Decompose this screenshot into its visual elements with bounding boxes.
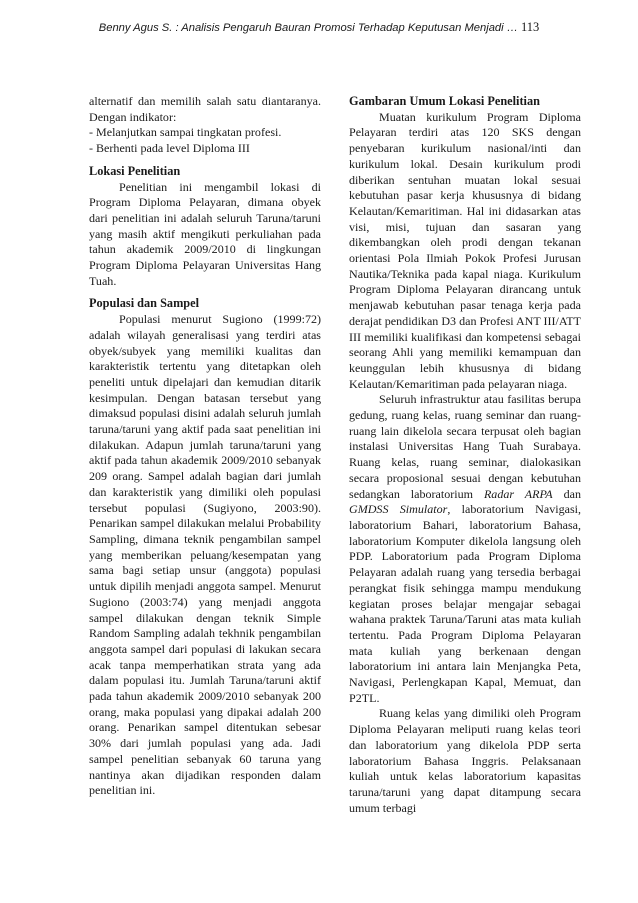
right-column (349, 94, 581, 816)
dan-word: dan (563, 486, 581, 501)
radar-arpa-term: Radar ARPA (483, 486, 553, 501)
page-number: 113 (520, 20, 540, 34)
running-header (0, 20, 638, 35)
ruang-kelas-paragraph: Ruang kelas yang dimiliki oleh Program Diploma Pelayaran meliputi ruang kelas teori dan laboratorium yang dikelola PDP serta laboratorium Bahasa Inggris. Pelaksanaan kuliah untuk kelas laboratorium kapasitas taruna/taruni yang dapat ditampung secara umum terbagi (349, 706, 581, 815)
infrastruktur-paragraph (349, 392, 581, 706)
section-heading-gambaran: Gambaran Umum Lokasi Penelitian (349, 94, 540, 108)
kurikulum-paragraph: Muatan kurikulum Program Diploma Pelayaran terdiri atas 120 SKS dengan penyebaran kurikulum nasional/inti dan kurikulum lokal. Desain kurikulum prodi diberikan sentuhan muatan lokal sesuai kebutuhan pasar kerja khususnya di bidang Kelautan/Kemaritiman. Hal ini didasarkan atas visi, misi, tujuan dan sasaran yang dikembangkan oleh prodi dengan tekanan orientasi Pola Ilmiah Pokok Profesi Jurusan Nautika/Teknika pada kapal niaga. Kurikulum Program Diploma Pelayaran dirancang untuk menjawab kebutuhan pasar tenaga kerja pada derajat pendidikan D3 dan Profesi ANT III/ATT III memiliki kualifikasi dan kompetensi sebagai seorang Ahli yang memiliki kemampuan dan keunggulan lebih khususnya di bidang Kelautan/Kemaritiman pada pelayaran niaga. (349, 109, 581, 391)
section-heading-lokasi: Lokasi Penelitian (89, 163, 181, 178)
laboratorium-text: , laboratorium Navigasi, laboratorium Bahari, laboratorium Bahasa, laboratorium Komputer dikelola langsung oleh PDP. Laboratorium pada Program Diploma Pelayaran adalah ruang yang tersedia berbagai perangkat fisik sehingga mampu mendukung kegiatan proses belajar mengajar sebagai wahana praktek Taruna/Taruni atas mata kuliah tertentu. Pada Program Diploma Pelayaran mata kuliah yang berkenaan dengan laboratorium ini antara lain Menjangka Peta, Navigasi, Perlengkapan Kapal, Memuat, dan P2TL. (349, 502, 581, 705)
infrastruktur-text: Seluruh infrastruktur atau fasilitas berupa gedung, ruang kelas, ruang seminar dan ruang-ruang lain dikelola secara terpusat oleh bagian instalasi Universitas Hang Tuah Surabaya. Ruang kelas, ruang seminar, dialokasikan secara proposional sesuai dengan kebutuhan sedangkan laboratorium (349, 392, 581, 501)
section-heading-populasi: Populasi dan Sampel (89, 296, 200, 311)
intro-paragraph: alternatif dan memilih salah satu diantaranya. Dengan indikator: (89, 94, 321, 124)
indicator-item: - Melanjutkan sampai tingkatan profesi. (89, 125, 282, 140)
lokasi-paragraph: Penelitian ini mengambil lokasi di Program Diploma Pelayaran, dimana obyek dari penelitian ini adalah seluruh Taruna/taruni yang masih aktif mengikuti perkuliahan pada tahun akademik 2009/2010 di lingkungan Program Diploma Pelayaran Universitas Hang Tuah. (89, 179, 321, 288)
gmdss-simulator-term: GMDSS Simulator (349, 502, 448, 517)
running-title: Benny Agus S. : Analisis Pengaruh Bauran Promosi Terhadap Keputusan Menjadi … (98, 22, 518, 34)
left-column (89, 94, 321, 799)
populasi-paragraph: Populasi menurut Sugiono (1999:72) adalah wilayah generalisasi yang terdiri atas obyek/subyek yang memiliki kualitas dan karakteristik tertentu yang ditetapkan oleh peneliti untuk dipelajari dan kemudian ditarik kesimpulan. Dengan batasan tersebut yang dimaksud populasi disini adalah seluruh jumlah taruna/taruni yang aktif pada saat penelitian ini dilakukan. Adapun jumlah taruna/taruni yang aktif pada tahun akademik 2009/2010 sebanyak 209 orang. Sampel adalah bagian dari jumlah dan karakteristik yang dimiliki oleh populasi tersebut populasi (Sugiyono, 2003:90). Penarikan sampel dilakukan melalui Probability Sampling, dimana teknik pengambilan sampel yang memberikan peluang/kesempatan yang sama bagi setiap unsur (anggota) populasi untuk dipilih menjadi anggota sampel. Menurut Sugiono (2003:74) yang menjadi anggota sampel dilakukan dengan teknik Simple Random Sampling adalah tekhnik pengambilan anggota sampel dari populasi di lakukan secara acak tanpa memperhatikan strata yang ada dalam populasi itu. Jumlah Taruna/taruni aktif pada tahun akademik 2009/2010 sebanyak 200 orang, maka populasi yang dipakai adalah 200 orang. Penarikan sampel ditentukan sebesar 30% dari jumlah populasi yang ada. Jadi sampel penelitian sebanyak 60 taruna yang nantinya akan dijadikan responden dalam penelitian ini. (89, 312, 321, 798)
indicator-item: - Berhenti pada level Diploma III (89, 141, 250, 156)
